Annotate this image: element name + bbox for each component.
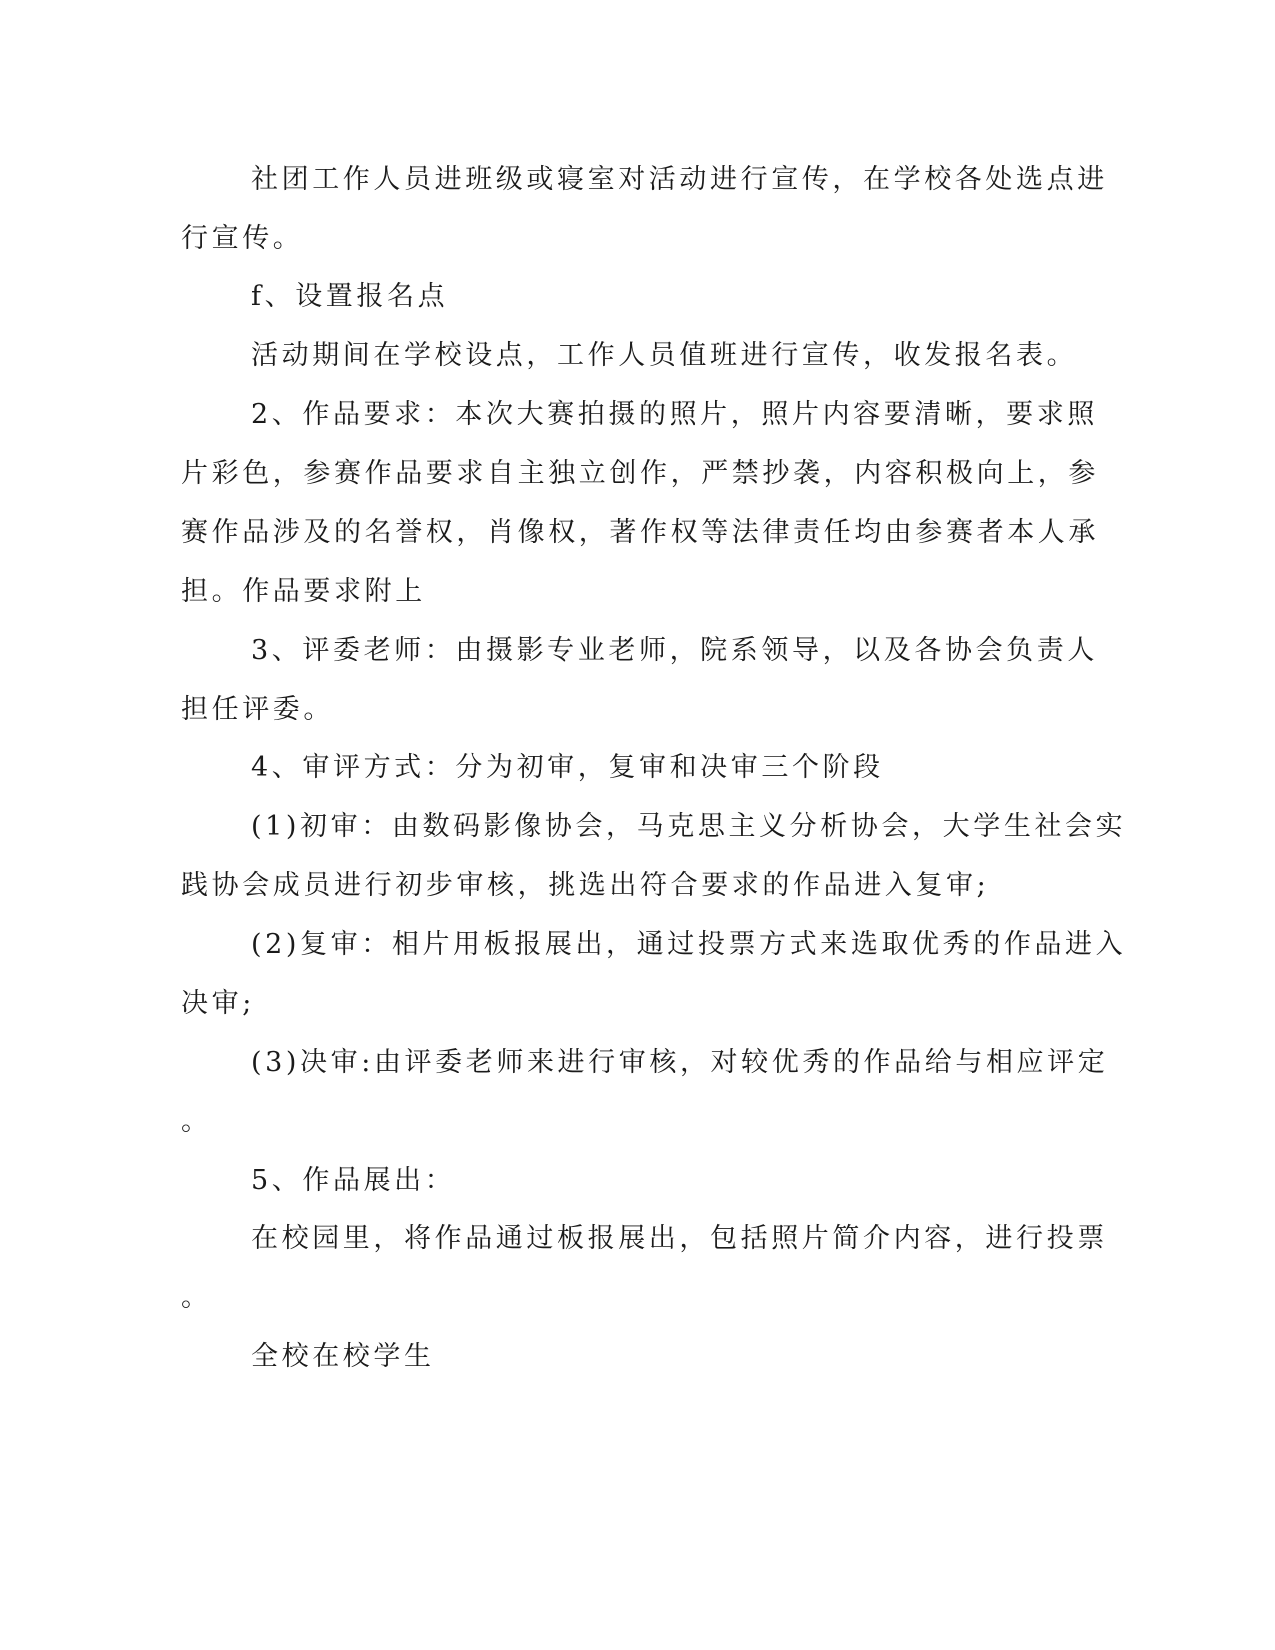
text-line: 片彩色，参赛作品要求自主独立创作，严禁抄袭，内容积极向上，参 — [181, 458, 1099, 489]
text-line: 决审; — [181, 988, 255, 1019]
text-line: 担任评委。 — [181, 694, 334, 725]
section-heading: f、设置报名点 — [251, 281, 449, 312]
text-line: 活动期间在学校设点，工作人员值班进行宣传，收发报名表。 — [251, 340, 1078, 371]
text-line: 5、作品展出： — [251, 1165, 456, 1196]
text-line: (2)复审：相片用板报展出，通过投票方式来选取优秀的作品进入 — [251, 929, 1127, 960]
text-line: 担。作品要求附上 — [181, 576, 426, 607]
text-line: 践协会成员进行初步审核，挑选出符合要求的作品进入复审; — [181, 870, 990, 901]
text-line: 。 — [181, 1106, 212, 1137]
text-line: 4、审评方式：分为初审，复审和决审三个阶段 — [251, 752, 884, 783]
text-line: (1)初审：由数码影像协会，马克思主义分析协会，大学生社会实 — [251, 811, 1127, 842]
text-line: 全校在校学生 — [251, 1341, 435, 1372]
text-line: (3)决审:由评委老师来进行审核，对较优秀的作品给与相应评定 — [251, 1047, 1109, 1078]
text-line: 3、评委老师：由摄影专业老师，院系领导，以及各协会负责人 — [251, 635, 1098, 666]
text-line: 2、作品要求：本次大赛拍摄的照片，照片内容要清晰，要求照 — [251, 399, 1098, 430]
text-line: 赛作品涉及的名誉权，肖像权，著作权等法律责任均由参赛者本人承 — [181, 517, 1099, 548]
text-line: 。 — [181, 1282, 212, 1313]
text-line: 行宣传。 — [181, 223, 304, 254]
text-line: 在校园里，将作品通过板报展出，包括照片简介内容，进行投票 — [251, 1223, 1108, 1254]
text-line: 社团工作人员进班级或寝室对活动进行宣传，在学校各处选点进 — [251, 164, 1108, 195]
